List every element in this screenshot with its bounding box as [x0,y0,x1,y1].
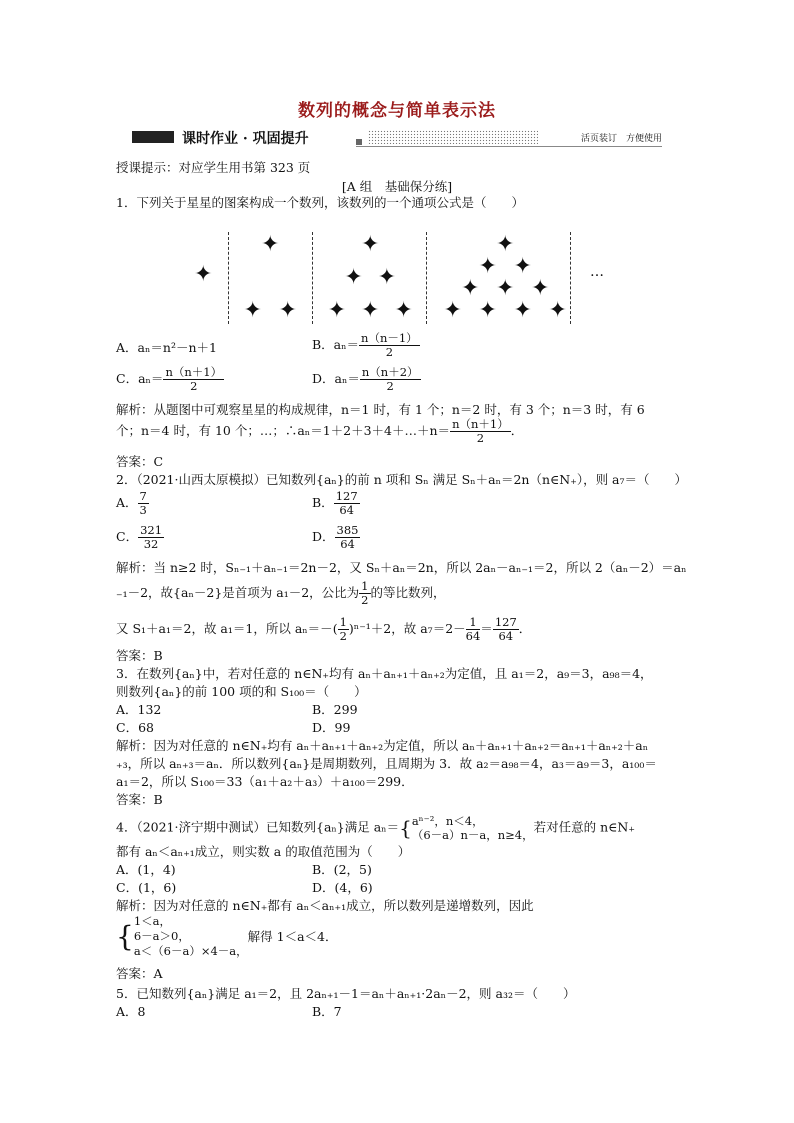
star-icon: ✦ [531,276,550,301]
star-icon: ✦ [194,262,213,287]
star-icon: ✦ [344,265,363,290]
q2-option-d: D． $\frac{385}{64}$ [312,523,359,551]
q2-option-c: C． $\frac{321}{32}$ [116,523,163,551]
q4-option-c: C．(1，6) [116,880,177,895]
q2-solution-3: 又 S₁＋a₁＝2，故 a₁＝1，所以 aₙ＝－( $\frac{1}{2}$ )ⁿ⁻¹＋2，故 a₇＝2－ $\frac{1}{64}$ ＝ $\frac{127}{64}$ ． [116,615,532,643]
star-group-separator [312,232,313,324]
star-ellipsis: … [590,264,604,280]
banner-square [356,139,362,145]
star-icon: ✦ [548,298,567,323]
q4-solution-system: { 1＜a， 6－a＞0， a＜（6－a）×4－a， 解得 1＜a＜4． [116,914,338,958]
q3-option-a: A．132 [116,702,162,717]
page-title: 数列的概念与简单表示法 [298,101,496,121]
banner-rule [356,146,662,147]
q3-solution-2: ₊₃，所以 aₙ₊₃＝aₙ．所以数列{aₙ}是周期数列，且周期为 3．故 a₂＝a₉₈＝4，a₃＝a₉＝3，a₁₀₀＝ [116,756,657,771]
star-pattern-figure [180,226,620,326]
q2-solution-1: 解析：当 n≥2 时，Sₙ₋₁＋aₙ₋₁＝2n－2，又 Sₙ＋aₙ＝2n，所以 2aₙ－aₙ₋₁＝2，所以 2（aₙ－2）＝aₙ [116,560,687,575]
star-group-separator [570,232,571,324]
q1-solution-1: 解析：从题图中可观察星星的构成规律，n＝1 时，有 1 个；n＝2 时，有 3 个；n＝3 时，有 6 [116,402,645,417]
banner-note: 活页装订 方便使用 [580,134,662,144]
star-group-separator [228,232,229,324]
star-icon: ✦ [461,276,480,301]
star-icon: ✦ [513,254,532,279]
q4-solution-1: 解析：因为对任意的 n∈N₊都有 aₙ＜aₙ₊₁成立，所以数列是递增数列，因此 [116,898,534,913]
star-icon: ✦ [361,298,380,323]
star-icon: ✦ [443,298,462,323]
q1-answer: 答案：C [116,454,164,469]
star-icon: ✦ [496,232,515,257]
q1-option-a: A．aₙ＝n²－n＋1 [116,340,217,355]
star-icon: ✦ [278,298,297,323]
q2-option-a: A． $\frac{7}{3}$ [116,489,147,517]
q5-option-b: B．7 [312,1004,342,1019]
star-icon: ✦ [496,276,515,301]
q3-option-d: D．99 [312,720,351,735]
star-icon: ✦ [394,298,413,323]
q1-stem: 1．下列关于星星的图案构成一个数列，该数列的一个通项公式是（ ） [116,195,524,210]
q2-answer: 答案：B [116,648,163,663]
q4-stem-2: 都有 aₙ＜aₙ₊₁成立，则实数 a 的取值范围为（ ） [116,844,411,859]
q1-option-b: B．aₙ＝ $\frac{n(n-1)}{2}$ [312,331,418,359]
q3-solution-3: a₁＝2，所以 S₁₀₀＝33（a₁＋a₂＋a₃）＋a₁₀₀＝299． [116,774,414,789]
q2-solution-2: ₋₁－2，故{aₙ－2}是首项为 a₁－2，公比为 $\frac{1}{2}$ 的等比数列， [116,579,446,607]
q5-option-a: A．8 [116,1004,146,1019]
q3-stem-2: 则数列{aₙ}的前 100 项的和 S₁₀₀＝（ ） [116,684,367,699]
q4-option-d: D．(4，6) [312,880,373,895]
banner-title: 课时作业 · 巩固提升 [182,131,309,147]
q3-solution-1: 解析：因为对任意的 n∈N₊均有 aₙ＋aₙ₊₁＋aₙ₊₂为定值，所以 aₙ＋aₙ₊₁＋aₙ₊₂＝aₙ₊₁＋aₙ₊₂＋aₙ [116,738,649,753]
q1-solution-2: 个；n＝4 时，有 10 个；…；∴aₙ＝1＋2＋3＋4＋…＋n＝ $\frac{n(n+1)}{2}$ ． [116,417,524,445]
group-heading: [A 组 基础保分练] [341,179,453,194]
q3-answer: 答案：B [116,792,163,807]
hint-line: 授课提示：对应学生用书第 323 页 [116,160,311,175]
q4-answer: 答案：A [116,966,163,981]
star-icon: ✦ [478,298,497,323]
q5-stem: 5．已知数列{aₙ}满足 a₁＝2，且 2aₙ₊₁－1＝aₙ＋aₙ₊₁·2aₙ－2，则 a₃₂＝（ ） [116,986,576,1001]
q3-option-c: C．68 [116,720,154,735]
q4-option-b: B．(2，5) [312,862,372,877]
banner-block [132,131,174,143]
star-group-separator [426,232,427,324]
q3-stem-1: 3．在数列{aₙ}中，若对任意的 n∈N₊均有 aₙ＋aₙ₊₁＋aₙ₊₂为定值，且 a₁＝2，a₉＝3，a₉₈＝4， [116,666,653,681]
star-icon: ✦ [327,298,347,323]
star-icon: ✦ [377,265,397,290]
q3-option-b: B．299 [312,702,358,717]
star-icon: ✦ [513,298,532,323]
q4-option-a: A．(1，4) [116,862,176,877]
section-banner [132,128,662,148]
q2-option-b: B． $\frac{127}{64}$ [312,489,358,517]
banner-dots [368,130,538,144]
star-icon: ✦ [261,232,280,257]
star-icon: ✦ [243,298,262,323]
q1-option-d: D．aₙ＝ $\frac{n(n+2)}{2}$ [312,365,419,393]
star-icon: ✦ [478,254,497,279]
q4-stem-1: 4．（2021·济宁期中测试）已知数列{aₙ}满足 aₙ＝{ aⁿ⁻²，n＜4， （6－a）n－a，n≥4， 若对任意的 n∈N₊ [116,814,635,842]
star-icon: ✦ [361,232,380,257]
q1-option-c: C．aₙ＝ $\frac{n(n+1)}{2}$ [116,365,223,393]
q2-stem: 2．（2021·山西太原模拟）已知数列{aₙ}的前 n 项和 Sₙ 满足 Sₙ＋aₙ＝2n（n∈N₊），则 a₇＝（ ） [116,472,688,487]
